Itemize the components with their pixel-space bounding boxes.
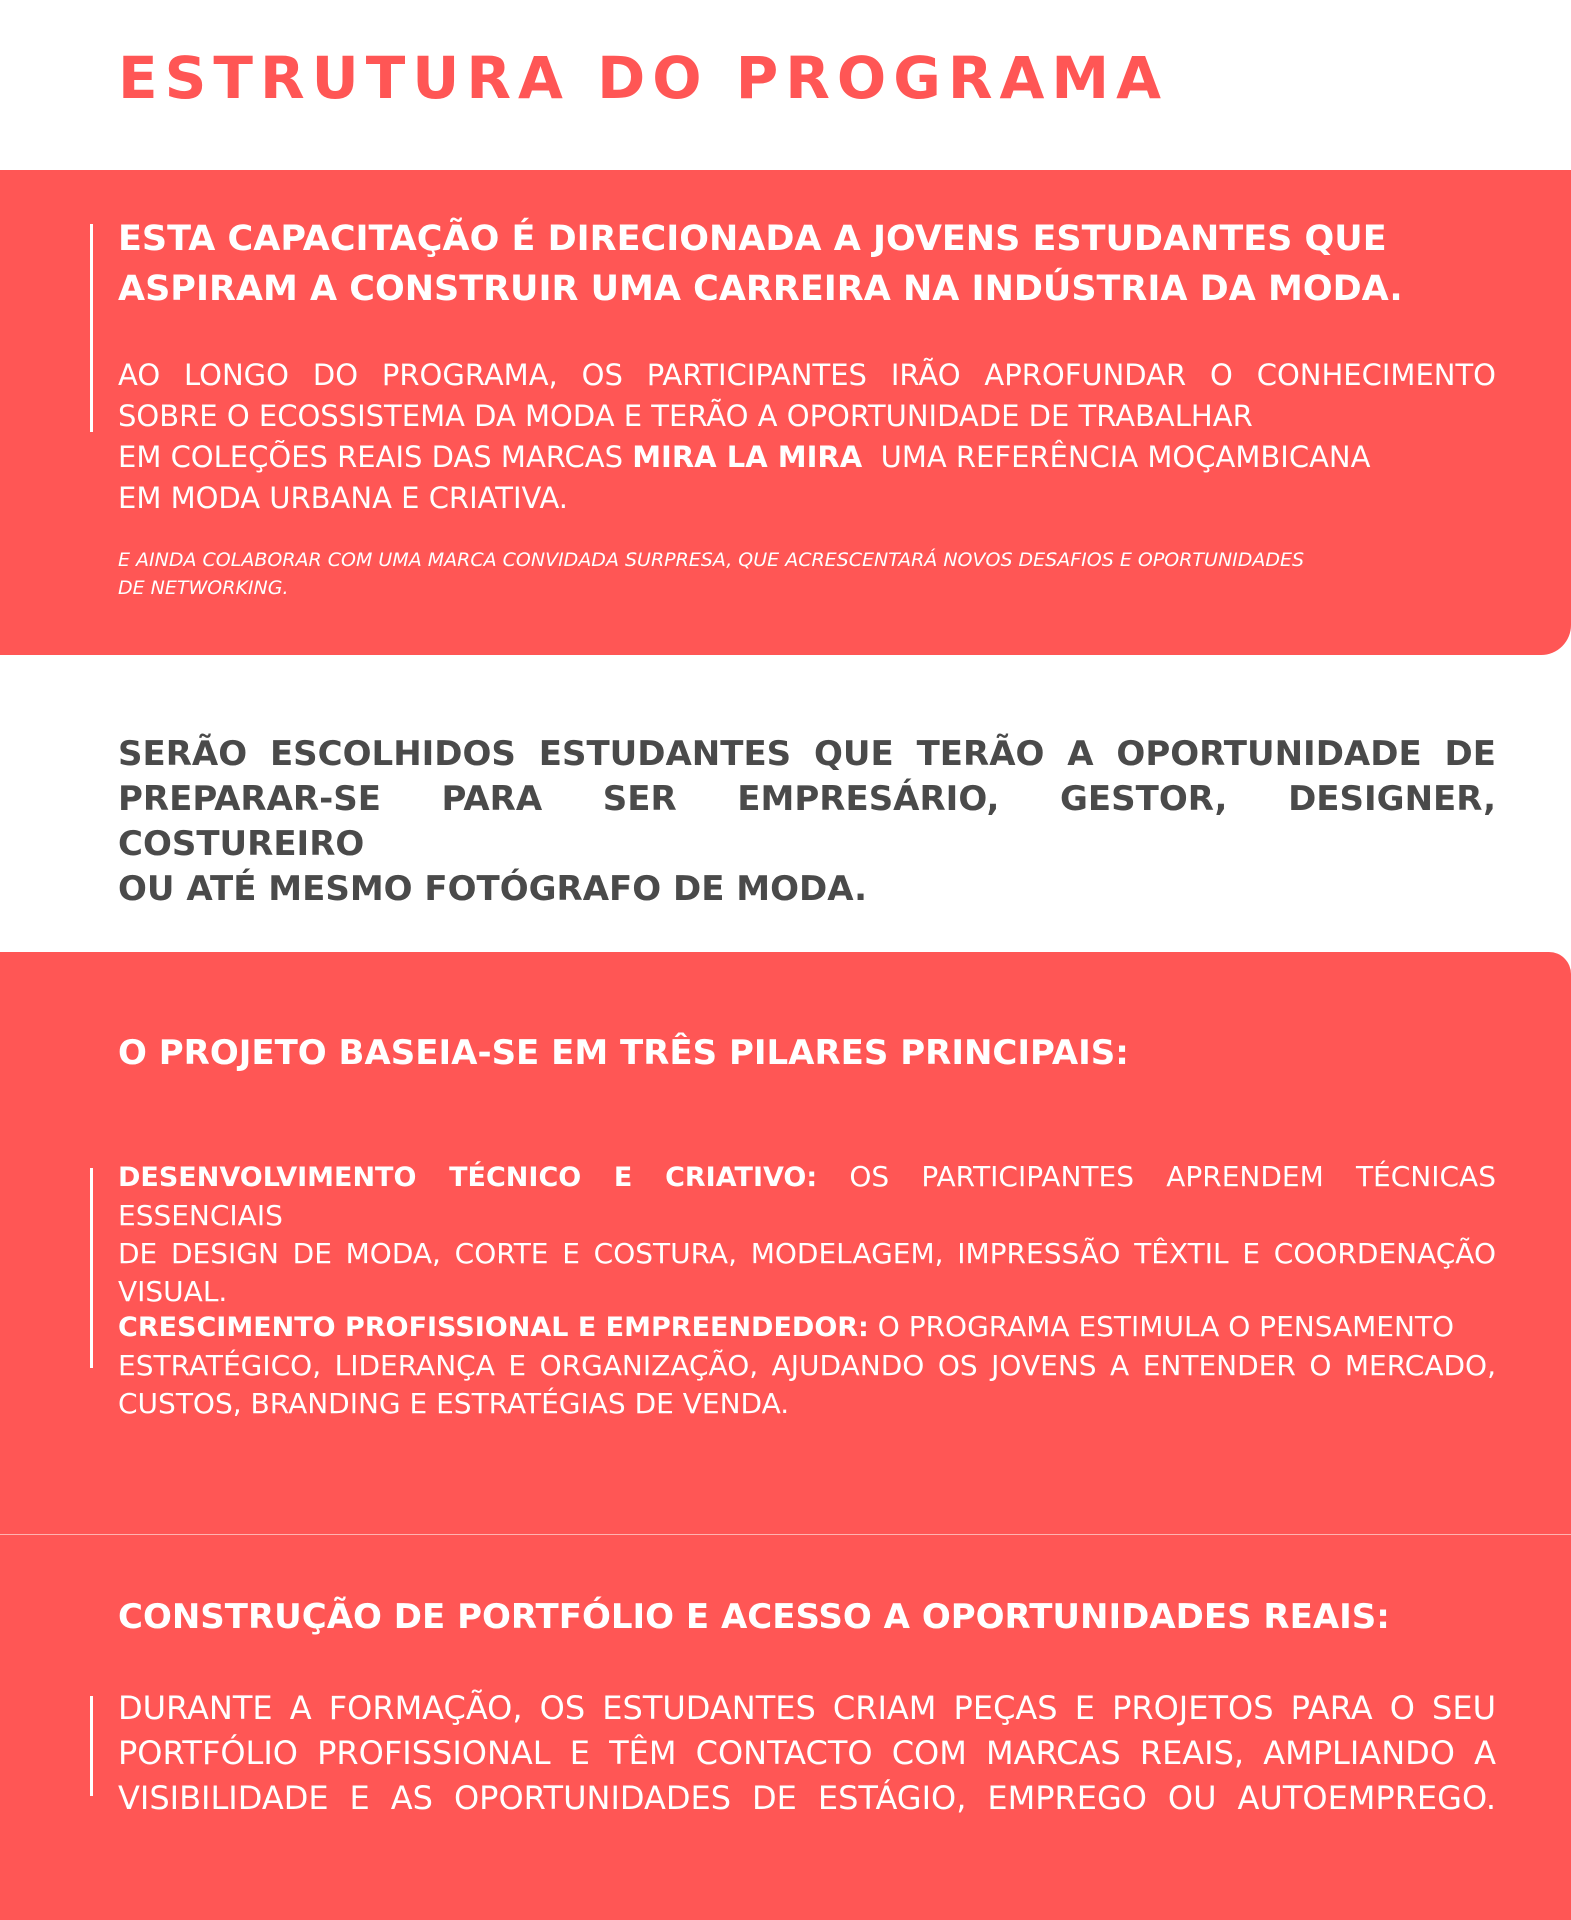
portfolio-line: DURANTE A FORMAÇÃO, OS ESTUDANTES CRIAM PEÇAS E PROJETOS PARA O SEU xyxy=(118,1689,1496,1727)
portfolio-line: PORTFÓLIO PROFISSIONAL E TÊM CONTACTO COM MARCAS REAIS, AMPLIANDO A xyxy=(118,1734,1496,1772)
intro-body-text: EM COLEÇÕES REAIS DAS MARCAS xyxy=(118,440,633,474)
pillar-line: VISUAL. xyxy=(118,1275,228,1308)
pillar-title: CRESCIMENTO PROFISSIONAL E EMPREENDEDOR: xyxy=(118,1312,869,1343)
brand-name: MIRA LA MIRA xyxy=(632,440,863,474)
intro-note-line: E AINDA COLABORAR COM UMA MARCA CONVIDADA SURPRESA, QUE ACRESCENTARÁ NOVOS DESAFIOS E OPORTUNIDADES xyxy=(118,549,1305,571)
pillar-title: DESENVOLVIMENTO TÉCNICO E CRIATIVO: xyxy=(118,1162,818,1193)
selection-line: SERÃO ESCOLHIDOS ESTUDANTES QUE TERÃO A OPORTUNIDADE DE xyxy=(118,734,1496,774)
pillar-text: O PROGRAMA ESTIMULA O PENSAMENTO xyxy=(868,1310,1455,1343)
selection-line: OU ATÉ MESMO FOTÓGRAFO DE MODA. xyxy=(118,869,868,909)
intro-accent-bar xyxy=(90,224,93,432)
intro-body xyxy=(118,355,1496,519)
portfolio-line: VISIBILIDADE E AS OPORTUNIDADES DE ESTÁGIO, EMPREGO OU AUTOEMPREGO. xyxy=(118,1779,1496,1817)
section-divider xyxy=(0,1534,1571,1535)
page-title: ESTRUTURA DO PROGRAMA xyxy=(118,44,1168,112)
intro-body-line: SOBRE O ECOSSISTEMA DA MODA E TERÃO A OPORTUNIDADE DE TRABALHAR xyxy=(118,399,1253,433)
selection-statement xyxy=(118,732,1496,912)
portfolio-accent-bar xyxy=(90,1696,93,1796)
intro-lead-line: ESTA CAPACITAÇÃO É DIRECIONADA A JOVENS ESTUDANTES QUE xyxy=(118,219,1387,259)
selection-line: PREPARAR-SE PARA SER EMPRESÁRIO, GESTOR, DESIGNER, COSTUREIRO xyxy=(118,779,1496,864)
intro-body-line xyxy=(118,437,1496,478)
intro-note xyxy=(118,546,1496,602)
pillar-text: OS PARTICIPANTES APRENDEM TÉCNICAS ESSENCIAIS xyxy=(118,1160,1496,1232)
intro-body-text: UMA REFERÊNCIA MOÇAMBICANA xyxy=(862,440,1371,474)
pillar-item xyxy=(118,1308,1496,1423)
pillar-item xyxy=(118,1158,1496,1311)
pillars-heading: O PROJETO BASEIA-SE EM TRÊS PILARES PRINCIPAIS: xyxy=(118,1033,1129,1073)
pillar-line: ESTRATÉGICO, LIDERANÇA E ORGANIZAÇÃO, AJUDANDO OS JOVENS A ENTENDER O MERCADO, xyxy=(118,1349,1496,1382)
pillars-accent-bar xyxy=(90,1168,93,1368)
portfolio-body xyxy=(118,1686,1496,1821)
intro-lead xyxy=(118,214,1496,314)
portfolio-heading: CONSTRUÇÃO DE PORTFÓLIO E ACESSO A OPORTUNIDADES REAIS: xyxy=(118,1597,1390,1637)
pillar-line: DE DESIGN DE MODA, CORTE E COSTURA, MODELAGEM, IMPRESSÃO TÊXTIL E COORDENAÇÃO xyxy=(118,1237,1496,1270)
intro-body-line: AO LONGO DO PROGRAMA, OS PARTICIPANTES IRÃO APROFUNDAR O CONHECIMENTO xyxy=(118,358,1496,392)
intro-lead-line: ASPIRAM A CONSTRUIR UMA CARREIRA NA INDÚSTRIA DA MODA. xyxy=(118,269,1403,309)
intro-body-line: EM MODA URBANA E CRIATIVA. xyxy=(118,481,569,515)
pillar-line: CUSTOS, BRANDING E ESTRATÉGIAS DE VENDA. xyxy=(118,1387,790,1420)
pillar-line xyxy=(118,1158,1496,1235)
pillar-line xyxy=(118,1308,1496,1347)
intro-note-line: DE NETWORKING. xyxy=(118,577,289,599)
